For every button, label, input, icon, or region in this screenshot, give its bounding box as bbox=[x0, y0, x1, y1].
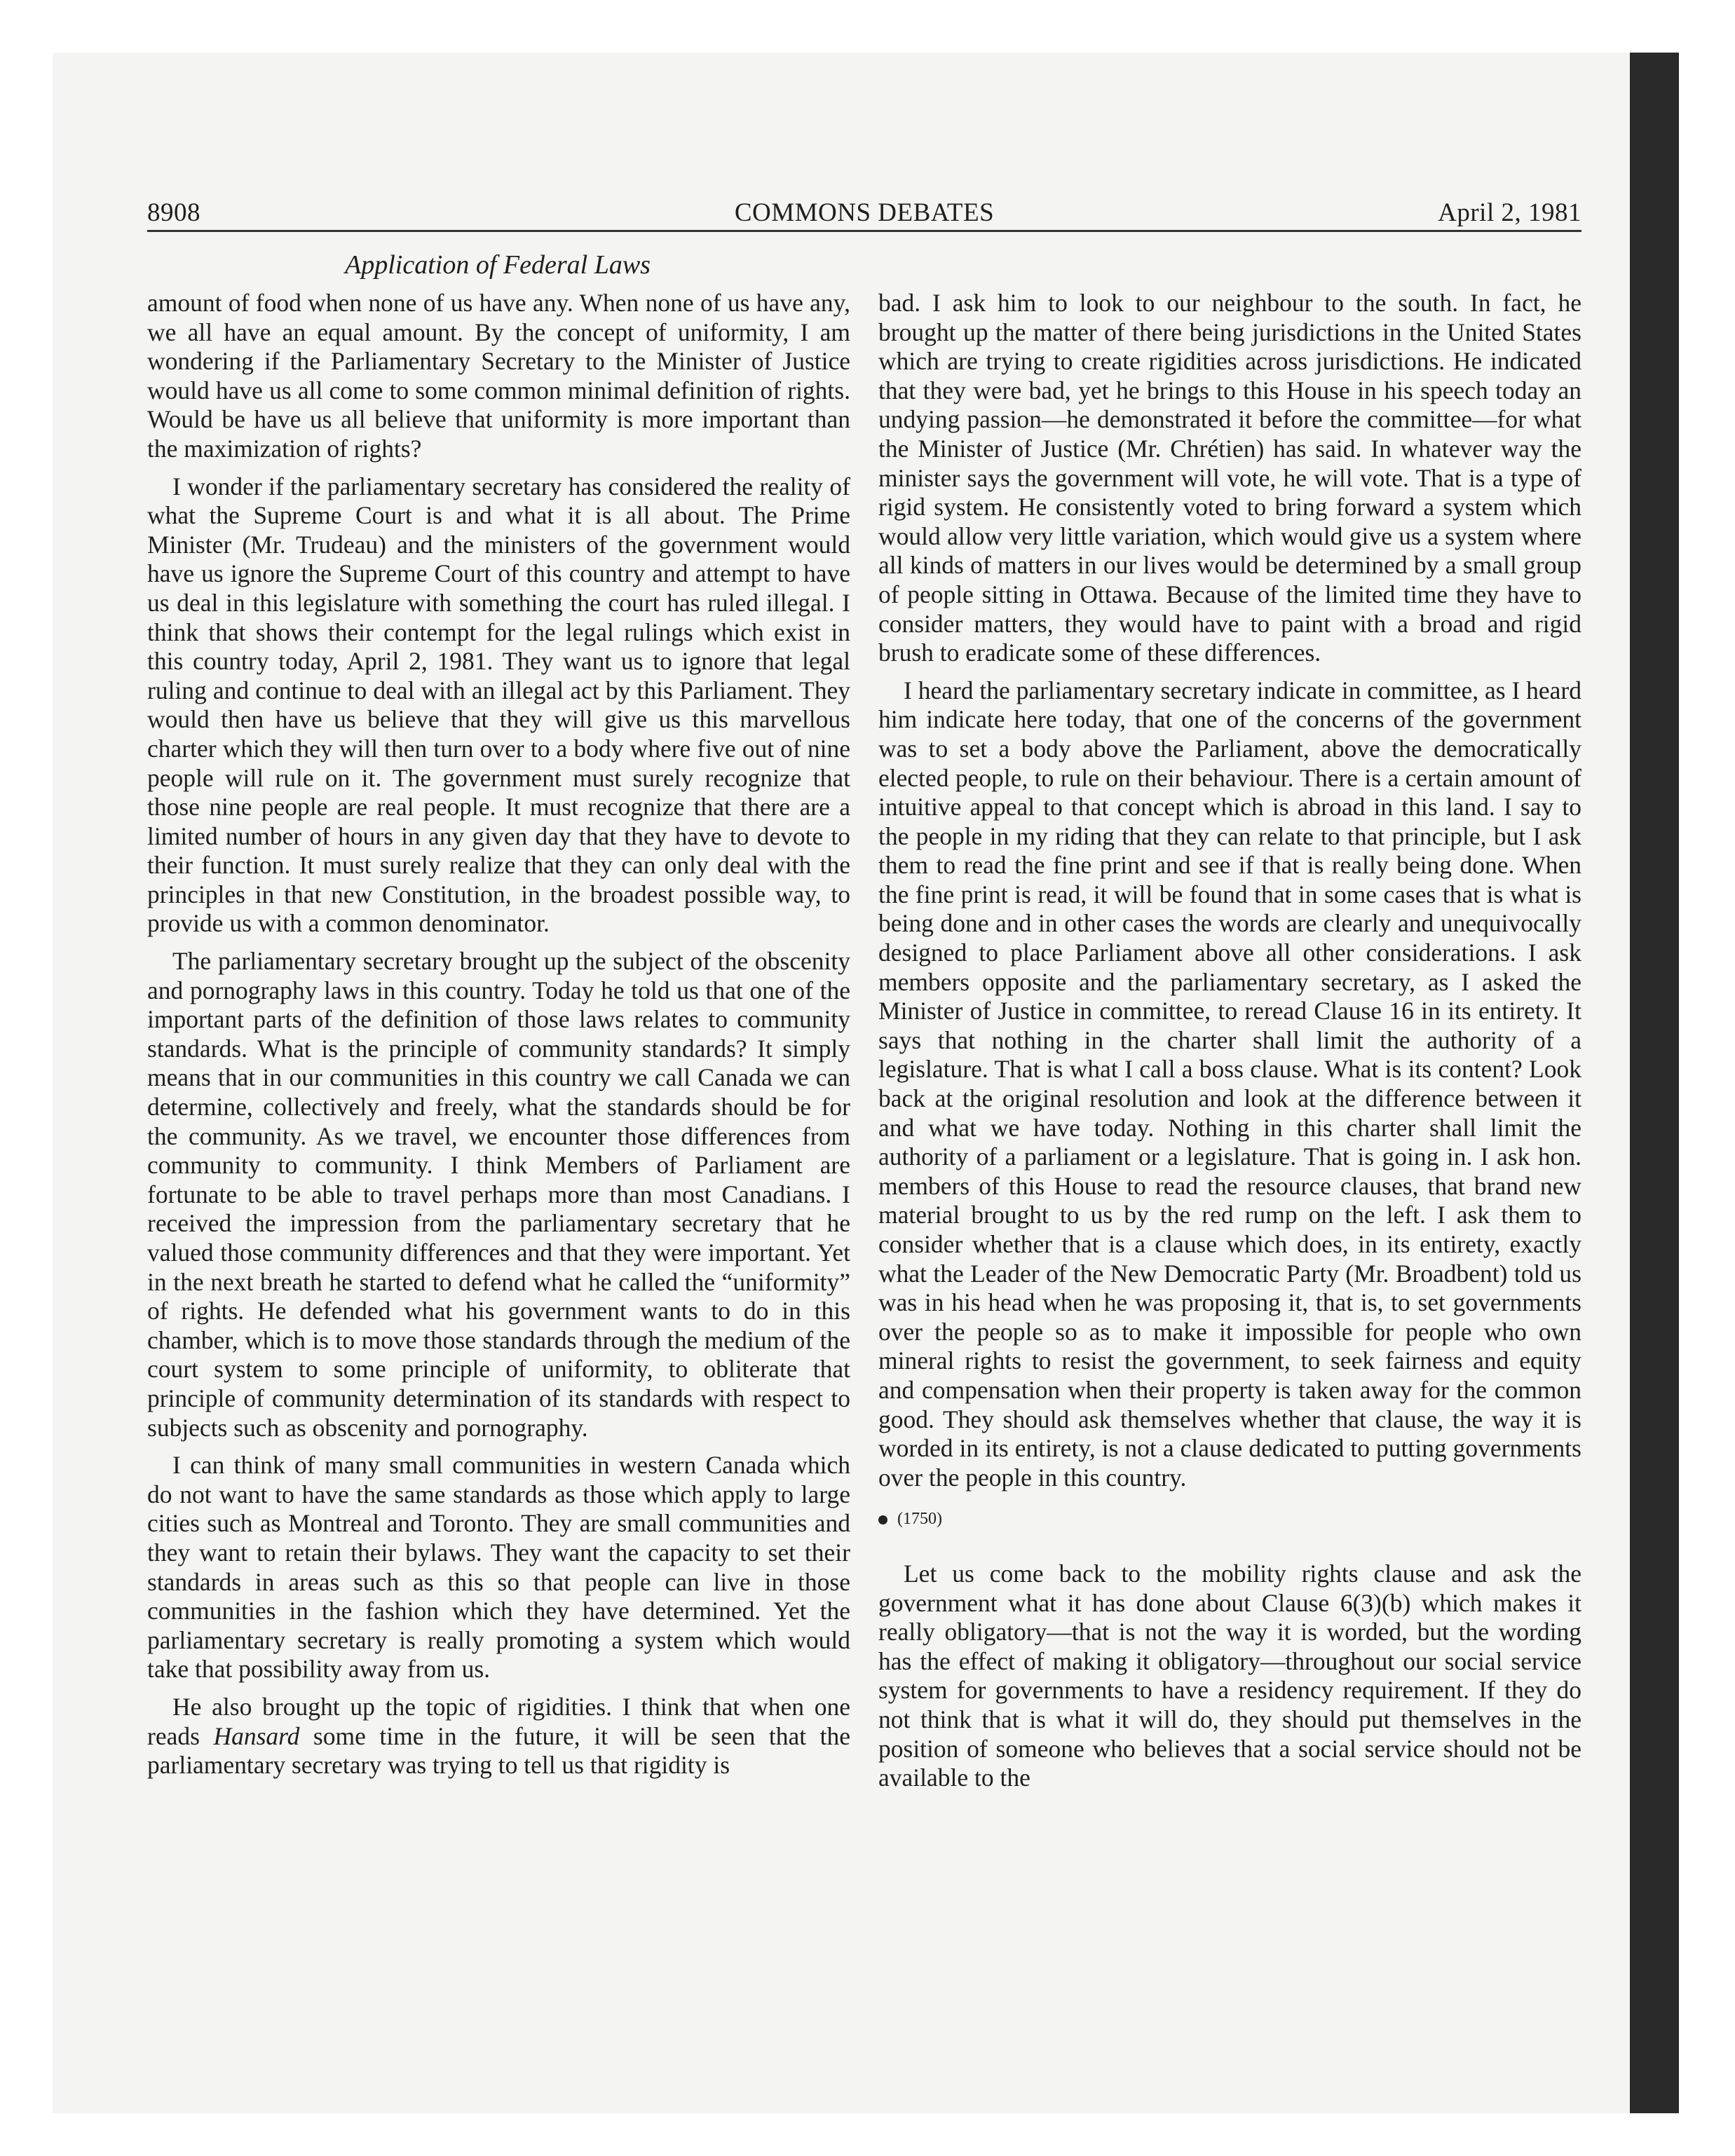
bullet-icon bbox=[878, 1515, 887, 1524]
journal-title: COMMONS DEBATES bbox=[734, 198, 995, 227]
time-marker bbox=[878, 1505, 1581, 1534]
paragraph: Let us come back to the mobility rights clause and ask the government what it has done about Clause 6(3)(b) which makes it really obligatory—that is not the way it is worded, but the wording has the effect of making it obligatory—throughout our social service system for governments to have a residency requirement. If they do not think that is what it will do, they should put themselves in the position of someone who believes that a social service should not be available to the bbox=[878, 1559, 1581, 1792]
page-number: 8908 bbox=[147, 198, 200, 227]
paragraph: amount of food when none of us have any. When none of us have any, we all have an equal amount. By the concept of uniformity, I am wondering if the Parliamentary Secretary to the Minister of Justice would have us all come to some common minimal definition of rights. Would be have us all believe that uniformity is more important than the maximization of rights? bbox=[147, 289, 850, 463]
paragraph: I wonder if the parliamentary secretary has considered the reality of what the Supreme Court is and what it is all about. The Prime Minister (Mr. Trudeau) and the ministers of the government would have us ignore the Supreme Court of this country and attempt to have us deal in this legislature with something the court has ruled illegal. I think that shows their contempt for the legal rulings which exist in this country today, April 2, 1981. They want us to ignore that legal ruling and continue to deal with an illegal act by this Parliament. They would then have us believe that they will give us this marvellous charter which they will then turn over to a body where five out of nine people will rule on it. The government must surely recognize that those nine people are real people. It must recognize that there are a limited number of hours in any given day that they have to devote to their function. It must surely realize that they can only deal with the principles in that new Constitution, in the broadest possible way, to provide us with a common denominator. bbox=[147, 472, 850, 938]
paragraph bbox=[147, 1693, 850, 1780]
paragraph: The parliamentary secretary brought up the subject of the obscenity and pornography laws in this country. Today he told us that one of the important parts of the definition of those laws relates to community standards. What is the principle of community standards? It simply means that in our communities in this country we call Canada we can determine, collectively and freely, what the standards should be for the community. As we travel, we encounter those differences from community to community. I think Members of Parliament are fortunate to be able to travel perhaps more than most Canadians. I received the impression from the parliamentary secretary that he valued those community differences and that they were important. Yet in the next breath he started to defend what he called the “uniformity” of rights. He defended what his government wants to do in this chamber, which is to move those standards through the medium of the court system to some principle of uniformity, to obliterate that principle of community determination of its standards with respect to subjects such as obscenity and pornography. bbox=[147, 947, 850, 1442]
paragraph: bad. I ask him to look to our neighbour to the south. In fact, he brought up the matter of there being jurisdictions in the United States which are trying to create rigidities across jurisdictions. He indicated that they were bad, yet he brings to this House in his speech today an undying passion—he demonstrated it before the committee—for what the Minister of Justice (Mr. Chrétien) has said. In whatever way the minister says the government will vote, he will vote. That is a type of rigid system. He consistently voted to bring forward a system which would allow very little variation, which would give us a system where all kinds of matters in our lives would be determined by a small group of people sitting in Ottawa. Because of the limited time they have to consider matters, they would have to paint with a broad and rigid brush to eradicate some of these differences. bbox=[878, 289, 1581, 667]
scan-edge-shadow bbox=[1630, 53, 1679, 2113]
running-head bbox=[147, 198, 1581, 232]
paragraph: I can think of many small communities in western Canada which do not want to have the same standards as those which apply to large cities such as Montreal and Toronto. They are small communities and they want to retain their bylaws. They want the capacity to set their standards in areas such as this so that people can live in those communities in the fashion which they have determined. Yet the parliamentary secretary is really promoting a system which would take that possibility away from us. bbox=[147, 1451, 850, 1684]
text-run: some time in the future, it will be seen that the parliamentary secretary was trying to tell us that rigidity is bbox=[147, 1721, 850, 1780]
right-column bbox=[878, 289, 1581, 1801]
left-column bbox=[147, 289, 850, 1789]
section-title: Application of Federal Laws bbox=[345, 250, 651, 280]
issue-date: April 2, 1981 bbox=[1438, 198, 1581, 227]
paragraph: I heard the parliamentary secretary indicate in committee, as I heard him indicate here today, that one of the concerns of the government was to set a body above the Parliament, above the democratically elected people, to rule on their behaviour. There is a certain amount of intuitive appeal to that concept which is abroad in this land. I say to the people in my riding that they can relate to that principle, but I ask them to read the fine print and see if that is really being done. When the fine print is read, it will be found that in some cases that is what is being done and in other cases the words are clearly and unequivocally designed to place Parliament above all other considerations. I ask members opposite and the parliamentary secretary, as I asked the Minister of Justice in committee, to reread Clause 16 in its entirety. It says that nothing in the charter shall limit the authority of a legislature. That is what I call a boss clause. What is its content? Look back at the original resolution and look at the difference between it and what we have today. Nothing in this charter shall limit the authority of a parliament or a legislature. That is going in. I ask hon. members of this House to read the resource clauses, that brand new material brought to us by the red rump on the left. I ask them to consider whether that is a clause which does, in its entirety, exactly what the Leader of the New Democratic Party (Mr. Broadbent) told us was in his head when he was proposing it, that is, to set governments over the people so as to make it impossible for people who own mineral rights to resist the government, to seek fairness and equity and compensation when their property is taken away for the common good. They should ask themselves whether that clause, the way it is worded in its entirety, is not a clause dedicated to putting governments over the people in this country. bbox=[878, 676, 1581, 1492]
text-run: He also brought up the topic of rigidities. I think that when one reads bbox=[147, 1692, 850, 1750]
time-marker-label: (1750) bbox=[897, 1510, 942, 1529]
italic-hansard: Hansard bbox=[213, 1721, 300, 1750]
